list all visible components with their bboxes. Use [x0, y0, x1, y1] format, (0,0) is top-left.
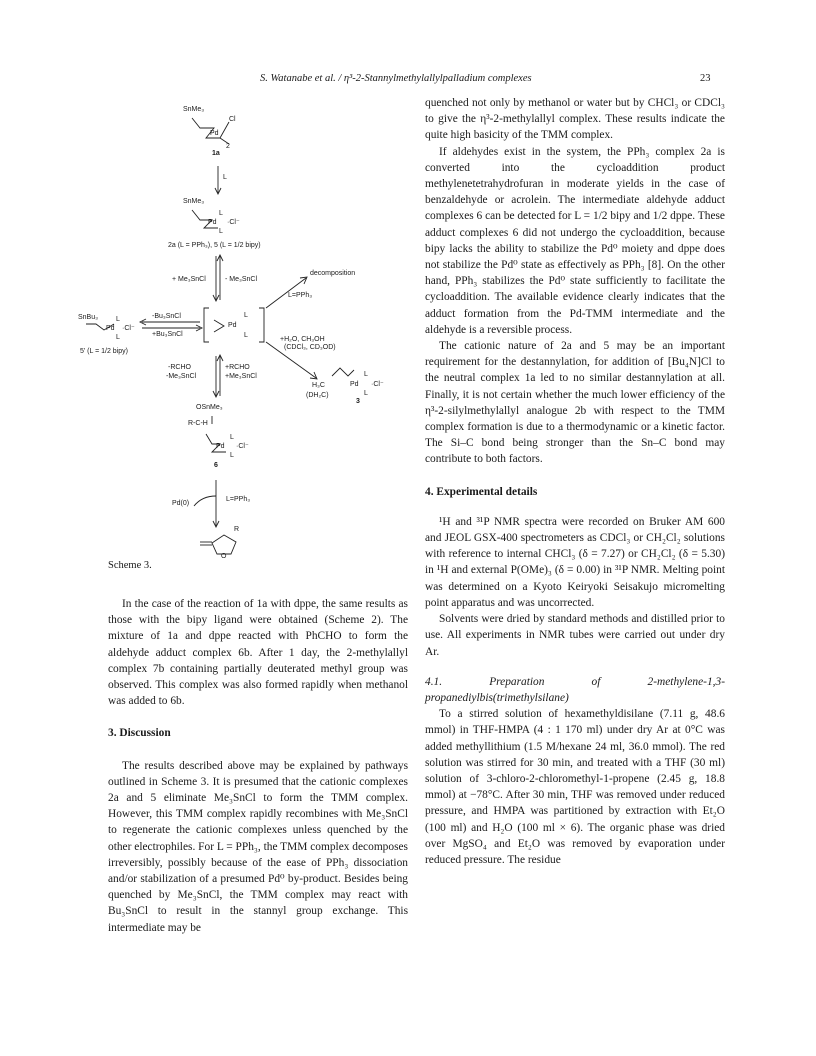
scheme-label-cl-6: ·Cl⁻ [236, 443, 249, 450]
scheme-label-l-up-2a: L [219, 210, 223, 217]
pd-cl-bridge-1 [220, 122, 229, 138]
right-paragraph-3: The cationic nature of 2a and 5 may be an important requirement for the destannylation, for addition of [Bu₄N]Cl to the neutral complex 1a led to no similar destannylation at all. Finally, it is not certain whether the much lower efficiency of the η³-2-silylmethylallyl analogue 2b with respect to the TMM complex formation is due to a thermodynamic or a kinetic factor. The Si–C bond being stronger than the Sn–C bond may contribute to both factors. [425, 340, 725, 466]
thf-ring [212, 535, 236, 554]
scheme-label-minus-me3sncl: - Me₃SnCl [225, 276, 258, 283]
scheme-label-pd0: Pd(0) [172, 500, 190, 507]
scheme-label-osnme3: OSnMe₃ [196, 404, 223, 411]
scheme-3 [78, 98, 414, 560]
scheme-label-dh2c: (DH₂C) [306, 392, 329, 399]
scheme-label-2a5: 2a (L = PPh₃), 5 (L = 1/2 bipy) [168, 242, 261, 249]
tmm-bracket-right [259, 308, 264, 342]
allyl-3-bonds [332, 368, 354, 376]
scheme-label-decomposition: decomposition [310, 270, 356, 277]
scheme-label-6: 6 [214, 462, 218, 469]
scheme-label-pd-2a: Pd [208, 219, 217, 226]
right-paragraph-1: quenched not only by methanol or water but by CHCl₃ or CDCl₃ to give the η³-2-methylallyl complex. These results indicate the quite high basicity of the TMM complex. [425, 97, 725, 142]
scheme-label-pd-1a: Pd [210, 130, 219, 137]
right-paragraph-4: ¹H and ³¹P NMR spectra were recorded on Bruker AM 600 and JEOL GSX-400 spectrometers as CDCl₃ or CH₂Cl₂ solutions with reference to internal CHCl₃ (δ = 7.27) or CH₂Cl₂ (δ = 5.30) in ¹H and external P(OMe)₃ (δ = 0.00) in ³¹P NMR. Melting point was determined on a Kyoto Keiryoki Seisakujo micromelting point apparatus and was uncorrected. [425, 515, 725, 609]
scheme-label-plus-me3sncl2: +Me₃SnCl [225, 373, 257, 380]
scheme-label-l-pph3-2: L=PPh₃ [226, 496, 251, 503]
scheme-caption: Scheme 3. [108, 560, 152, 571]
page-number: 23 [700, 73, 711, 84]
right-column [425, 95, 725, 868]
section-3-heading: 3. Discussion [108, 727, 171, 740]
tmm-bonds [214, 320, 224, 332]
scheme-label-snbu3: SnBu₃ [78, 314, 98, 321]
scheme-label-l-up-5p: L [116, 316, 120, 323]
scheme-label-snme3-1a: SnMe₃ [183, 106, 205, 113]
pd0-release-arrow [194, 496, 216, 506]
scheme-label-1a: 1a [212, 150, 220, 157]
scheme-label-3: 3 [356, 398, 360, 405]
scheme-label-cdcl3: (CDCl₃, CD₃OD) [284, 344, 336, 351]
left-paragraph-2: The results described above may be explained by pathways outlined in Scheme 3. It is presumed that the cationic complexes 2a and 5 eliminate Me₃SnCl to form the TMM complex. However, this TMM complex rapidly recombines with Me₃SnCl to regenerate the cationic complexes unless quenched by the other electrophiles. For L = PPh₃, the TMM complex decomposes irreversibly, possibly because of the ease of PPh₃ dissociation and/or stabilization of a presumed Pd⁰ by-product. Besides being quenched by Me₃SnCl, the TMM complex may react with Bu₃SnCl to result in the stannyl group exchange. This intermediate may be [108, 759, 408, 934]
subsection-4-1-heading: 4.1. Preparation of 2-methylene-1,3-propanediylbis(trimethylsilane) [425, 675, 725, 704]
scheme-label-h2o-ch3oh: +H₂O, CH₃OH [280, 336, 325, 343]
scheme-label-pd-5p: Pd [106, 325, 115, 332]
scheme-label-l-dn-3: L [364, 390, 368, 397]
scheme-label-plus-rcho: +RCHO [225, 364, 250, 371]
scheme-label-pd-tmm: Pd [228, 322, 237, 329]
scheme-label-l-up-tmm: L [244, 312, 248, 319]
right-paragraph-2: If aldehydes exist in the system, the PPh₃ complex 2a is converted into the cycloaddition product methylenetetrahydrofuran in moderate yields in the case of benzaldehyde or acrolein. The intermediate aldehyde adduct complexes 6 can be detected for L = 1/2 bipy and 1/2 dppe. These adduct complexes 6 did not undergo the cycloaddition, because bipy lacks the ability to stabilize the Pd⁰ moiety and dppe does not stabilize the Pd⁰ state as effectively as PPh₃ [8]. On the other hand, PPh₃ stabilizes the Pd⁰ state sufficiently to facilitate the cycloaddition. The available evidence clearly indicates that the adduct formation from the Pd-TMM intermediate and the aldehyde is a reversible process. [425, 145, 725, 336]
running-head: S. Watanabe et al. / η³-2-Stannylmethylallylpalladium complexes [260, 73, 532, 84]
scheme-label-l-dn-2a: L [219, 228, 223, 235]
scheme-label-snme3-2a: SnMe₃ [183, 198, 205, 205]
scheme-label-rch: R-C-H [188, 420, 208, 427]
scheme-label-l-up-3: L [364, 371, 368, 378]
scheme-label-pd-3: Pd [350, 381, 359, 388]
scheme-label-two-1a: 2 [226, 143, 230, 150]
scheme-label-cl-2a: ·Cl⁻ [227, 219, 240, 226]
scheme-label-l-dn-5p: L [116, 334, 120, 341]
scheme-label-h3c: H₃C [312, 382, 325, 389]
scheme-label-l-pph3: L=PPh₃ [288, 292, 313, 299]
section-4-heading: 4. Experimental details [425, 485, 538, 498]
right-paragraph-5: Solvents were dried by standard methods and distilled prior to use. All experiments in NMR tubes were carried out under dry Ar. [425, 613, 725, 658]
left-paragraph-1: In the case of the reaction of 1a with dppe, the same results as those with the bipy ligand were obtained (Scheme 2). The mixture of 1a and dppe reacted with PhCHO to form the aldehyde adduct complex 6b. After 1 day, the 2-methylallyl complex 7b containing partially deuterated methyl group was observed. This complex was also formed rapidly when methanol was added to 6b. [108, 598, 408, 708]
tmm-bracket-left [204, 308, 209, 342]
scheme-label-l-dn-tmm: L [244, 332, 248, 339]
scheme-label-cl-3: ·Cl⁻ [371, 381, 384, 388]
scheme-label-o: O [221, 553, 227, 560]
scheme-label-cl-5p: ·Cl⁻ [122, 325, 135, 332]
right-paragraph-6: To a stirred solution of hexamethyldisilane (7.11 g, 48.6 mmol) in THF-HMPA (4 : 1 170 ml) under dry Ar at 0°C was added methyllithium (1.5 M/hexane 24 ml, 36.0 mmol). The red solution was stirred for 30 min, and treated with a THF (30 ml) solution of 3-chloro-2-chloromethyl-1-propene (2.45 g, 18.8 mmol) at −78°C. After 30 min, THF was removed under reduced pressure, and HMPA was partitioned by extraction with Et₂O (100 ml) and H₂O (100 ml × 6). The organic phase was dried over MgSO₄ and Et₂O was removed by evaporation under reduced pressure. The residue [425, 708, 725, 866]
scheme-label-arrow-l: L [223, 174, 227, 181]
left-column [108, 596, 408, 936]
scheme-label-minus-bu3sncl: -Bu₃SnCl [152, 313, 181, 320]
scheme-label-l-dn-6: L [230, 452, 234, 459]
scheme-label-5p: 5' (L = 1/2 bipy) [80, 348, 128, 355]
scheme-label-pd-6: Pd [216, 443, 225, 450]
scheme-label-r: R [234, 526, 240, 533]
scheme-label-minus-rcho: -RCHO [168, 364, 191, 371]
scheme-label-plus-bu3sncl: +Bu₃SnCl [152, 331, 183, 338]
scheme-label-l-up-6: L [230, 434, 234, 441]
scheme-label-minus-me3sncl2: -Me₃SnCl [166, 373, 197, 380]
scheme-label-plus-me3sncl: + Me₃SnCl [172, 276, 206, 283]
scheme-label-cl-1a: Cl [229, 116, 236, 123]
